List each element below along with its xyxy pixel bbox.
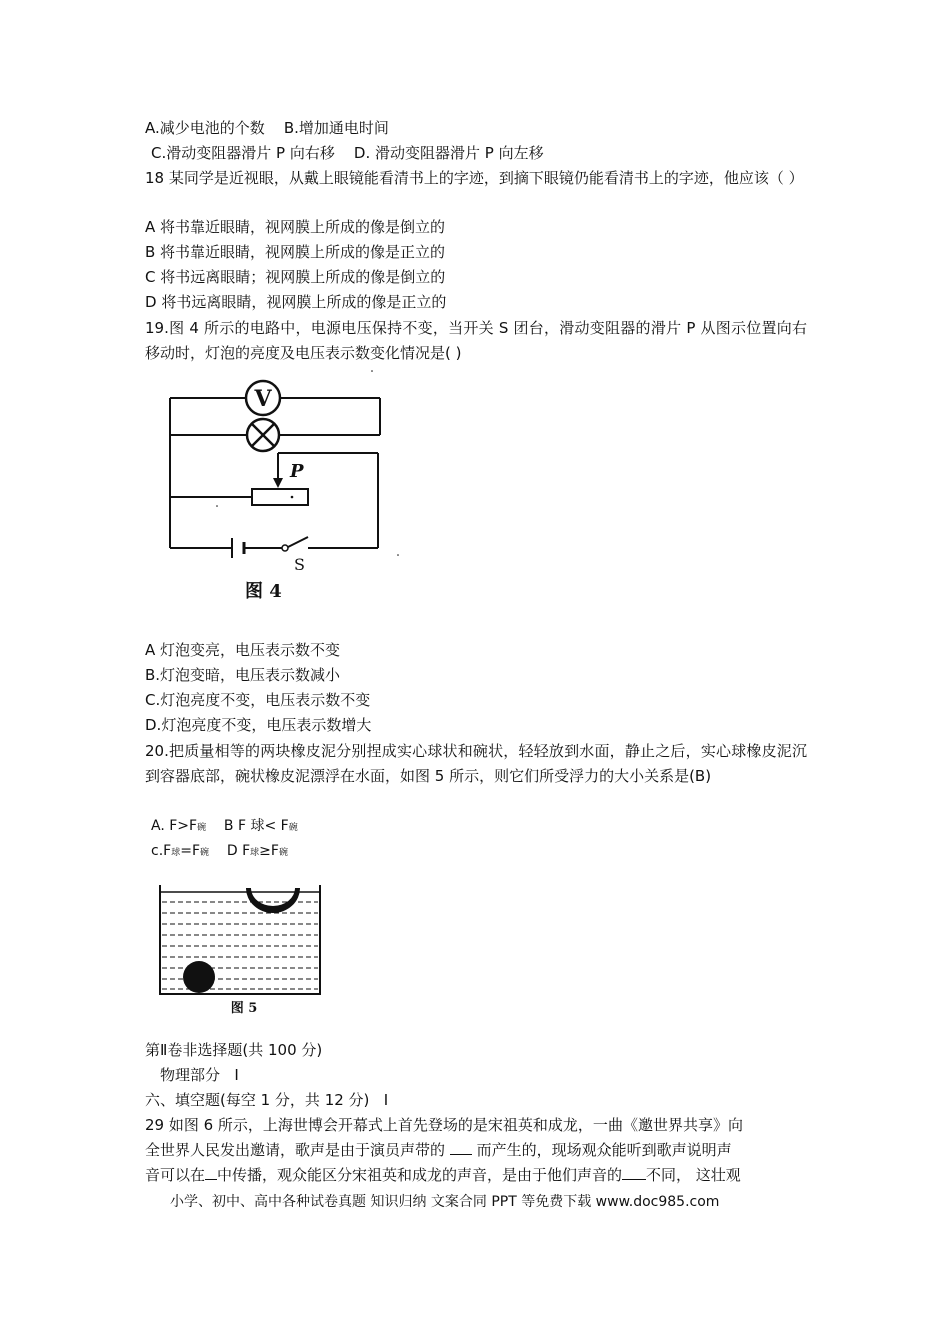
- section-2-title: 第Ⅱ卷非选择题(共 100 分): [145, 1041, 323, 1059]
- buoyancy-figure-5: [156, 880, 336, 1020]
- part-6-heading: 六、填空题(每空 1 分，共 12 分) I: [145, 1091, 389, 1109]
- q18-option-d: D 将书远离眼睛，视网膜上所成的像是正立的: [145, 293, 447, 311]
- q17-options-row1: [145, 117, 389, 139]
- q17-option-d: D. 滑动变阻器滑片 P 向左移: [353, 144, 544, 162]
- battery-symbol: [232, 538, 244, 558]
- figure-5-caption: 图 5: [230, 1001, 258, 1016]
- physics-part-label: 物理部分 I: [160, 1066, 239, 1084]
- q19-option-c: C.灯泡亮度不变，电压表示数不变: [145, 691, 371, 709]
- voltmeter-label: V: [254, 386, 272, 412]
- q20-option-c: c.F球=F碗: [151, 843, 210, 859]
- circuit-diagram-figure-4: [160, 365, 420, 615]
- slider-label: P: [290, 461, 304, 482]
- q19-stem: 19.图 4 所示的电路中，电源电压保持不变，当开关 S 团台，滑动变阻器的滑片 P 从图示位置向右移动时，灯泡的亮度及电压表示数变化情况是( ): [145, 319, 807, 362]
- switch-label: S: [294, 555, 305, 574]
- q18-option-c: C 将书远离眼睛；视网膜上所成的像是倒立的: [145, 268, 446, 286]
- figure-4-caption: 图 4: [245, 581, 282, 602]
- q18-option-a: A 将书靠近眼睛，视网膜上所成的像是倒立的: [145, 218, 446, 236]
- q29-blank-1[interactable]: [450, 1140, 472, 1155]
- q20-options-row1: [151, 815, 298, 839]
- voltmeter-symbol: [246, 381, 280, 415]
- q19-option-d: D.灯泡亮度不变，电压表示数增大: [145, 716, 372, 734]
- lamp-symbol: [247, 419, 279, 451]
- q29-line1: 29 如图 6 所示，上海世博会开幕式上首先登场的是宋祖英和成龙，一曲《邀世界共享》向: [145, 1116, 743, 1134]
- q20-option-b: B F 球< F碗: [223, 818, 298, 834]
- q29-line3: 音可以在 中传播，观众能区分宋祖英和成龙的声音，是由于他们声音的 不同， 这壮观: [145, 1166, 741, 1184]
- page-footer: 小学、初中、高中各种试卷真题 知识归纳 文案合同 PPT 等免费下载 www.doc985.com: [170, 1194, 720, 1210]
- rheostat-symbol: [252, 478, 308, 505]
- q29-blank-3[interactable]: [622, 1165, 646, 1180]
- switch-symbol: [282, 537, 308, 551]
- q19-option-a: A 灯泡变亮，电压表示数不变: [145, 641, 341, 659]
- q17-option-b: B.增加通电时间: [283, 119, 389, 137]
- q17-option-a: A.减少电池的个数: [145, 119, 265, 137]
- q18-option-b: B 将书靠近眼睛，视网膜上所成的像是正立的: [145, 243, 446, 261]
- q20-options-row2: [151, 840, 288, 864]
- q20-option-d: D F球≥F碗: [226, 843, 288, 859]
- sphere-clay-shape: [183, 961, 215, 993]
- q17-option-c: C.滑动变阻器滑片 P 向右移: [151, 144, 335, 162]
- q18-stem: 18 某同学是近视眼，从戴上眼镜能看清书上的字迹，到摘下眼镜仍能看清书上的字迹，他应该（ ）: [145, 169, 804, 187]
- q20-stem: 20.把质量相等的两块橡皮泥分别捏成实心球状和碗状，轻轻放到水面，静止之后，实心球橡皮泥沉到容器底部，碗状橡皮泥漂浮在水面，如图 5 所示，则它们所受浮力的大小关系是(B): [145, 742, 807, 785]
- q20-option-a: A. F>F碗: [151, 818, 207, 834]
- q17-options-row2: [151, 142, 544, 164]
- q29-line2: 全世界人民发出邀请，歌声是由于演员声带的 而产生的，现场观众能听到歌声说明声: [145, 1141, 732, 1159]
- q19-option-b: B.灯泡变暗，电压表示数减小: [145, 666, 341, 684]
- q29-blank-2[interactable]: [205, 1165, 217, 1180]
